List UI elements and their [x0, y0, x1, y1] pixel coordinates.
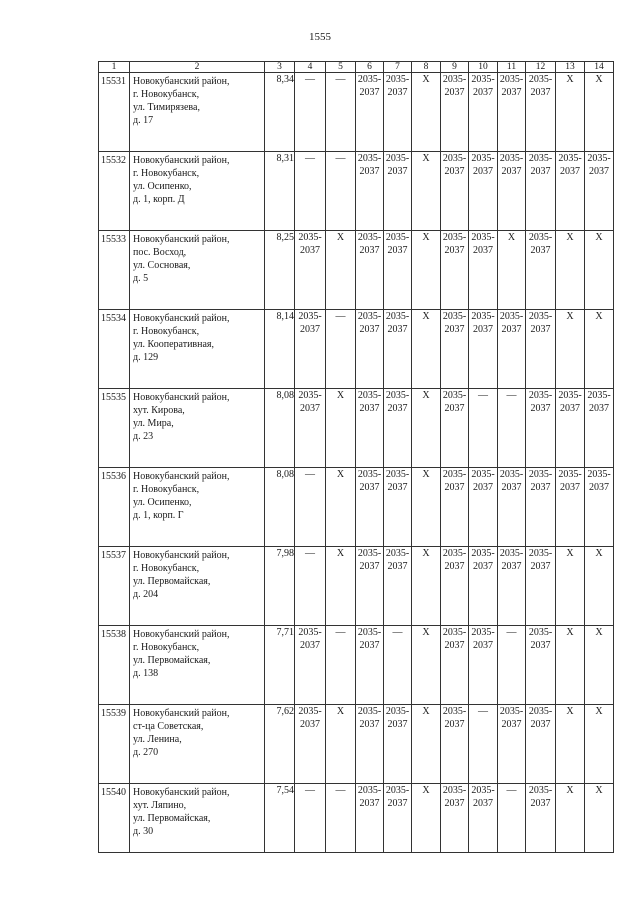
table-row — [99, 784, 614, 853]
row-cell-col-11: 2035- 2037 — [498, 152, 526, 231]
row-cell-col-4: — — [295, 784, 326, 853]
row-cell-col-5: X — [326, 389, 356, 468]
row-address — [130, 547, 265, 626]
row-cell-col-11: 2035- 2037 — [498, 310, 526, 389]
address-line: д. 17 — [133, 115, 154, 126]
header-row — [99, 62, 614, 73]
row-cell-col-12: 2035- 2037 — [526, 547, 556, 626]
column-header-12: 12 — [526, 62, 556, 73]
row-cell-col-12: 2035- 2037 — [526, 310, 556, 389]
row-address — [130, 626, 265, 705]
row-cell-col-13: 2035- 2037 — [556, 468, 585, 547]
page-number: 1555 — [309, 31, 331, 43]
row-address — [130, 468, 265, 547]
address-line: д. 23 — [133, 431, 154, 442]
row-id: 15540 — [99, 784, 130, 853]
row-cell-col-10: 2035- 2037 — [469, 152, 498, 231]
address-line: г. Новокубанск, — [133, 89, 200, 100]
row-cell-col-4: — — [295, 468, 326, 547]
row-cell-col-11: — — [498, 389, 526, 468]
column-header-2: 2 — [130, 62, 265, 73]
row-cell-col-5: X — [326, 705, 356, 784]
row-cell-col-11: X — [498, 231, 526, 310]
row-cell-col-6: 2035- 2037 — [356, 389, 384, 468]
address-line: Новокубанский район, — [133, 787, 230, 798]
row-address — [130, 73, 265, 152]
row-cell-col-8: X — [412, 152, 441, 231]
row-cell-col-14: X — [585, 547, 614, 626]
row-cell-col-7: 2035- 2037 — [384, 310, 412, 389]
row-address — [130, 231, 265, 310]
address-line: г. Новокубанск, — [133, 168, 200, 179]
row-id: 15537 — [99, 547, 130, 626]
row-cell-col-9: 2035- 2037 — [441, 310, 469, 389]
table-row — [99, 468, 614, 547]
row-cell-col-14: 2035- 2037 — [585, 468, 614, 547]
row-cell-col-6: 2035- 2037 — [356, 547, 384, 626]
row-id: 15533 — [99, 231, 130, 310]
row-cell-col-10: 2035- 2037 — [469, 73, 498, 152]
row-id: 15534 — [99, 310, 130, 389]
row-cell-col-9: 2035- 2037 — [441, 626, 469, 705]
row-cell-col-5: X — [326, 547, 356, 626]
row-cell-col-4: 2035- 2037 — [295, 705, 326, 784]
address-line: ул. Сосновая, — [133, 260, 191, 271]
row-address — [130, 152, 265, 231]
column-header-3: 3 — [265, 62, 295, 73]
column-header-6: 6 — [356, 62, 384, 73]
row-address — [130, 389, 265, 468]
row-cell-col-13: X — [556, 73, 585, 152]
row-cell-col-5: X — [326, 231, 356, 310]
address-line: ул. Тимирязева, — [133, 102, 200, 113]
row-cell-col-12: 2035- 2037 — [526, 784, 556, 853]
row-cell-col-13: X — [556, 547, 585, 626]
address-line: д. 270 — [133, 747, 159, 758]
row-cell-col-10: 2035- 2037 — [469, 547, 498, 626]
row-cell-col-13: 2035- 2037 — [556, 389, 585, 468]
address-line: Новокубанский район, — [133, 550, 230, 561]
column-header-13: 13 — [556, 62, 585, 73]
row-cell-col-9: 2035- 2037 — [441, 152, 469, 231]
column-header-1: 1 — [99, 62, 130, 73]
row-cell-col-11: 2035- 2037 — [498, 547, 526, 626]
address-line: д. 129 — [133, 352, 159, 363]
address-line: г. Новокубанск, — [133, 326, 200, 337]
column-header-5: 5 — [326, 62, 356, 73]
address-line: Новокубанский район, — [133, 708, 230, 719]
row-cell-col-6: 2035- 2037 — [356, 705, 384, 784]
row-id: 15535 — [99, 389, 130, 468]
row-cell-col-9: 2035- 2037 — [441, 468, 469, 547]
row-cell-col-13: X — [556, 705, 585, 784]
row-area: 7,71 — [265, 626, 295, 705]
row-cell-col-9: 2035- 2037 — [441, 705, 469, 784]
row-cell-col-7: 2035- 2037 — [384, 784, 412, 853]
address-line: ул. Первомайская, — [133, 655, 211, 666]
row-area: 8,31 — [265, 152, 295, 231]
row-cell-col-13: X — [556, 784, 585, 853]
address-line: Новокубанский район, — [133, 155, 230, 166]
row-cell-col-5: — — [326, 310, 356, 389]
row-area: 7,98 — [265, 547, 295, 626]
table-row — [99, 310, 614, 389]
address-line: д. 138 — [133, 668, 159, 679]
row-cell-col-13: X — [556, 626, 585, 705]
table-row — [99, 231, 614, 310]
row-cell-col-6: 2035- 2037 — [356, 310, 384, 389]
row-cell-col-12: 2035- 2037 — [526, 73, 556, 152]
row-id: 15536 — [99, 468, 130, 547]
row-cell-col-6: 2035- 2037 — [356, 468, 384, 547]
row-cell-col-8: X — [412, 310, 441, 389]
row-cell-col-4: 2035- 2037 — [295, 389, 326, 468]
address-line: пос. Восход, — [133, 247, 187, 258]
address-line: Новокубанский район, — [133, 471, 230, 482]
row-cell-col-6: 2035- 2037 — [356, 152, 384, 231]
row-address — [130, 784, 265, 853]
row-cell-col-5: X — [326, 468, 356, 547]
column-header-11: 11 — [498, 62, 526, 73]
row-cell-col-10: 2035- 2037 — [469, 468, 498, 547]
address-line: Новокубанский район, — [133, 629, 230, 640]
address-line: д. 204 — [133, 589, 159, 600]
row-cell-col-14: X — [585, 784, 614, 853]
row-cell-col-7: 2035- 2037 — [384, 152, 412, 231]
table-row — [99, 152, 614, 231]
row-cell-col-7: 2035- 2037 — [384, 705, 412, 784]
row-cell-col-9: 2035- 2037 — [441, 784, 469, 853]
row-id: 15538 — [99, 626, 130, 705]
row-cell-col-14: 2035- 2037 — [585, 152, 614, 231]
row-cell-col-12: 2035- 2037 — [526, 231, 556, 310]
row-cell-col-9: 2035- 2037 — [441, 73, 469, 152]
row-cell-col-14: X — [585, 310, 614, 389]
row-area: 8,34 — [265, 73, 295, 152]
row-cell-col-13: X — [556, 310, 585, 389]
column-header-10: 10 — [469, 62, 498, 73]
address-line: Новокубанский район, — [133, 234, 230, 245]
row-cell-col-11: — — [498, 626, 526, 705]
address-line: д. 5 — [133, 273, 149, 284]
row-cell-col-13: 2035- 2037 — [556, 152, 585, 231]
row-cell-col-8: X — [412, 389, 441, 468]
row-cell-col-14: X — [585, 73, 614, 152]
address-line: д. 1, корп. Г — [133, 510, 184, 521]
row-cell-col-11: — — [498, 784, 526, 853]
register-table — [98, 61, 614, 853]
address-line: ул. Первомайская, — [133, 576, 211, 587]
address-line: ул. Осипенко, — [133, 181, 192, 192]
row-cell-col-12: 2035- 2037 — [526, 626, 556, 705]
row-cell-col-5: — — [326, 73, 356, 152]
row-cell-col-8: X — [412, 784, 441, 853]
row-cell-col-9: 2035- 2037 — [441, 231, 469, 310]
row-cell-col-14: 2035- 2037 — [585, 389, 614, 468]
row-area: 7,62 — [265, 705, 295, 784]
address-line: ул. Кооперативная, — [133, 339, 215, 350]
address-line: г. Новокубанск, — [133, 484, 200, 495]
row-cell-col-13: X — [556, 231, 585, 310]
row-cell-col-12: 2035- 2037 — [526, 389, 556, 468]
row-cell-col-8: X — [412, 547, 441, 626]
column-header-8: 8 — [412, 62, 441, 73]
row-cell-col-10: — — [469, 705, 498, 784]
address-line: д. 1, корп. Д — [133, 194, 185, 205]
row-cell-col-6: 2035- 2037 — [356, 231, 384, 310]
row-cell-col-4: — — [295, 73, 326, 152]
address-line: Новокубанский район, — [133, 392, 230, 403]
row-cell-col-5: — — [326, 152, 356, 231]
row-cell-col-4: 2035- 2037 — [295, 626, 326, 705]
row-cell-col-11: 2035- 2037 — [498, 73, 526, 152]
row-id: 15532 — [99, 152, 130, 231]
address-line: Новокубанский район, — [133, 76, 230, 87]
row-area: 8,08 — [265, 389, 295, 468]
row-cell-col-7: 2035- 2037 — [384, 73, 412, 152]
row-cell-col-12: 2035- 2037 — [526, 152, 556, 231]
row-cell-col-8: X — [412, 468, 441, 547]
address-line: хут. Кирова, — [133, 405, 185, 416]
row-cell-col-14: X — [585, 705, 614, 784]
row-id: 15531 — [99, 73, 130, 152]
row-cell-col-8: X — [412, 73, 441, 152]
row-cell-col-14: X — [585, 626, 614, 705]
address-line: г. Новокубанск, — [133, 642, 200, 653]
table-row — [99, 73, 614, 152]
row-cell-col-11: 2035- 2037 — [498, 705, 526, 784]
row-cell-col-6: 2035- 2037 — [356, 784, 384, 853]
row-cell-col-10: 2035- 2037 — [469, 231, 498, 310]
row-cell-col-9: 2035- 2037 — [441, 389, 469, 468]
row-cell-col-8: X — [412, 705, 441, 784]
row-cell-col-10: 2035- 2037 — [469, 626, 498, 705]
row-cell-col-4: — — [295, 152, 326, 231]
row-cell-col-6: 2035- 2037 — [356, 73, 384, 152]
row-cell-col-4: 2035- 2037 — [295, 310, 326, 389]
row-cell-col-4: — — [295, 547, 326, 626]
column-header-14: 14 — [585, 62, 614, 73]
row-cell-col-14: X — [585, 231, 614, 310]
address-line: д. 30 — [133, 826, 154, 837]
table-row — [99, 705, 614, 784]
table-row — [99, 547, 614, 626]
row-cell-col-7: — — [384, 626, 412, 705]
row-cell-col-6: 2035- 2037 — [356, 626, 384, 705]
row-cell-col-10: — — [469, 389, 498, 468]
row-area: 8,25 — [265, 231, 295, 310]
row-cell-col-7: 2035- 2037 — [384, 231, 412, 310]
row-area: 7,54 — [265, 784, 295, 853]
address-line: ул. Первомайская, — [133, 813, 211, 824]
address-line: Новокубанский район, — [133, 313, 230, 324]
row-cell-col-12: 2035- 2037 — [526, 705, 556, 784]
row-cell-col-11: 2035- 2037 — [498, 468, 526, 547]
address-line: ст-ца Советская, — [133, 721, 204, 732]
row-cell-col-12: 2035- 2037 — [526, 468, 556, 547]
row-address — [130, 705, 265, 784]
row-area: 8,14 — [265, 310, 295, 389]
row-id: 15539 — [99, 705, 130, 784]
row-cell-col-8: X — [412, 231, 441, 310]
row-cell-col-10: 2035- 2037 — [469, 784, 498, 853]
row-address — [130, 310, 265, 389]
row-cell-col-4: 2035- 2037 — [295, 231, 326, 310]
row-cell-col-5: — — [326, 784, 356, 853]
column-header-7: 7 — [384, 62, 412, 73]
row-cell-col-10: 2035- 2037 — [469, 310, 498, 389]
column-header-9: 9 — [441, 62, 469, 73]
row-area: 8,08 — [265, 468, 295, 547]
address-line: ул. Осипенко, — [133, 497, 192, 508]
address-line: ул. Мира, — [133, 418, 174, 429]
address-line: хут. Ляпино, — [133, 800, 187, 811]
row-cell-col-9: 2035- 2037 — [441, 547, 469, 626]
row-cell-col-7: 2035- 2037 — [384, 468, 412, 547]
table-row — [99, 626, 614, 705]
address-line: ул. Ленина, — [133, 734, 182, 745]
row-cell-col-8: X — [412, 626, 441, 705]
address-line: г. Новокубанск, — [133, 563, 200, 574]
row-cell-col-7: 2035- 2037 — [384, 389, 412, 468]
row-cell-col-5: — — [326, 626, 356, 705]
table-row — [99, 389, 614, 468]
column-header-4: 4 — [295, 62, 326, 73]
row-cell-col-7: 2035- 2037 — [384, 547, 412, 626]
